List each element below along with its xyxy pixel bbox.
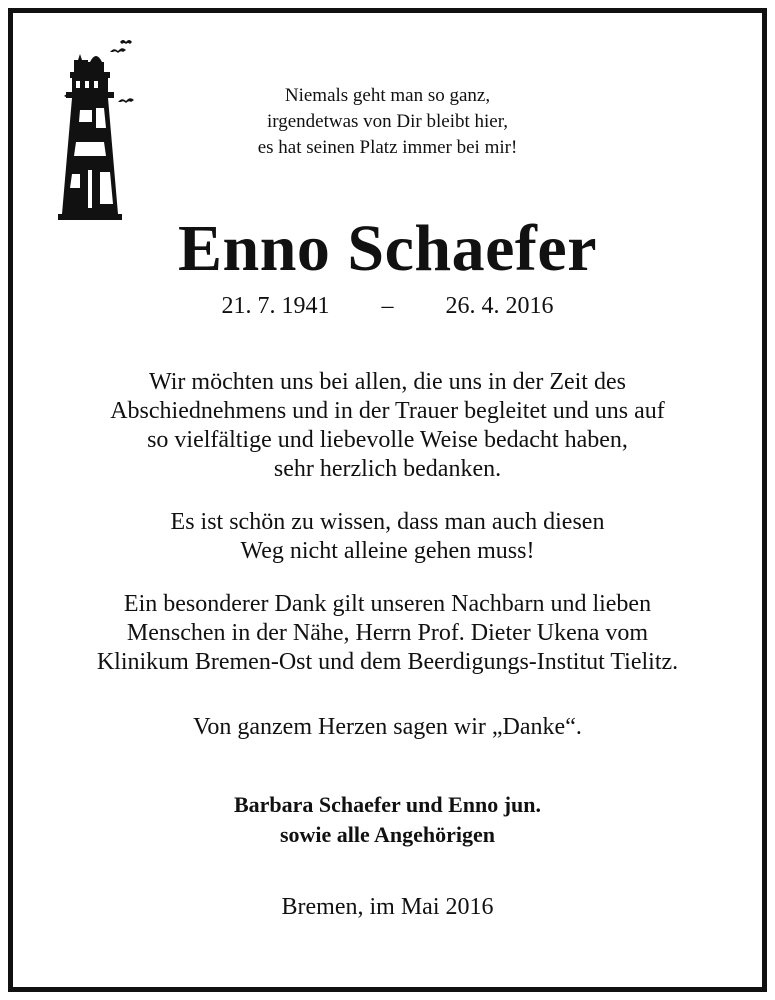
signature <box>0 790 775 850</box>
place-date: Bremen, im Mai 2016 <box>281 894 494 920</box>
paragraph-line: Es ist schön zu wissen, dass man auch diesen <box>170 509 605 535</box>
verse <box>0 83 775 161</box>
deceased-name: Enno Schaefer <box>178 212 597 285</box>
death-date: 26. 4. 2016 <box>445 293 554 319</box>
date-separator: – <box>381 293 394 319</box>
paragraph-line: Menschen in der Nähe, Herrn Prof. Dieter Ukena vom <box>126 620 649 646</box>
verse-line: es hat seinen Platz immer bei mir! <box>257 137 518 158</box>
signature-line: sowie alle Angehörigen <box>279 822 496 847</box>
birth-date: 21. 7. 1941 <box>221 293 330 319</box>
paragraph-line: Wir möchten uns bei allen, die uns in der Zeit des <box>149 369 626 395</box>
paragraph-line: Abschiednehmens und in der Trauer begleitet und uns auf <box>110 398 665 424</box>
signature-line: Barbara Schaefer und Enno jun. <box>233 792 542 817</box>
paragraph-line: Weg nicht alleine gehen muss! <box>240 538 535 564</box>
comfort-paragraph <box>0 508 775 566</box>
paragraph-line: Ein besonderer Dank gilt unseren Nachbarn und lieben <box>123 591 652 617</box>
closing-line: Von ganzem Herzen sagen wir „Danke“. <box>193 714 582 740</box>
paragraph-line: sehr herzlich bedanken. <box>273 456 502 482</box>
verse-line: irgendetwas von Dir bleibt hier, <box>266 111 509 132</box>
paragraph-line: Klinikum Bremen-Ost und dem Beerdigungs-Institut Tielitz. <box>96 649 679 675</box>
life-dates <box>0 290 775 322</box>
special-thanks-paragraph <box>0 590 775 677</box>
verse-line: Niemals geht man so ganz, <box>284 85 491 106</box>
thanks-paragraph <box>0 368 775 484</box>
paragraph-line: so vielfältige und liebevolle Weise bedacht haben, <box>147 427 628 453</box>
